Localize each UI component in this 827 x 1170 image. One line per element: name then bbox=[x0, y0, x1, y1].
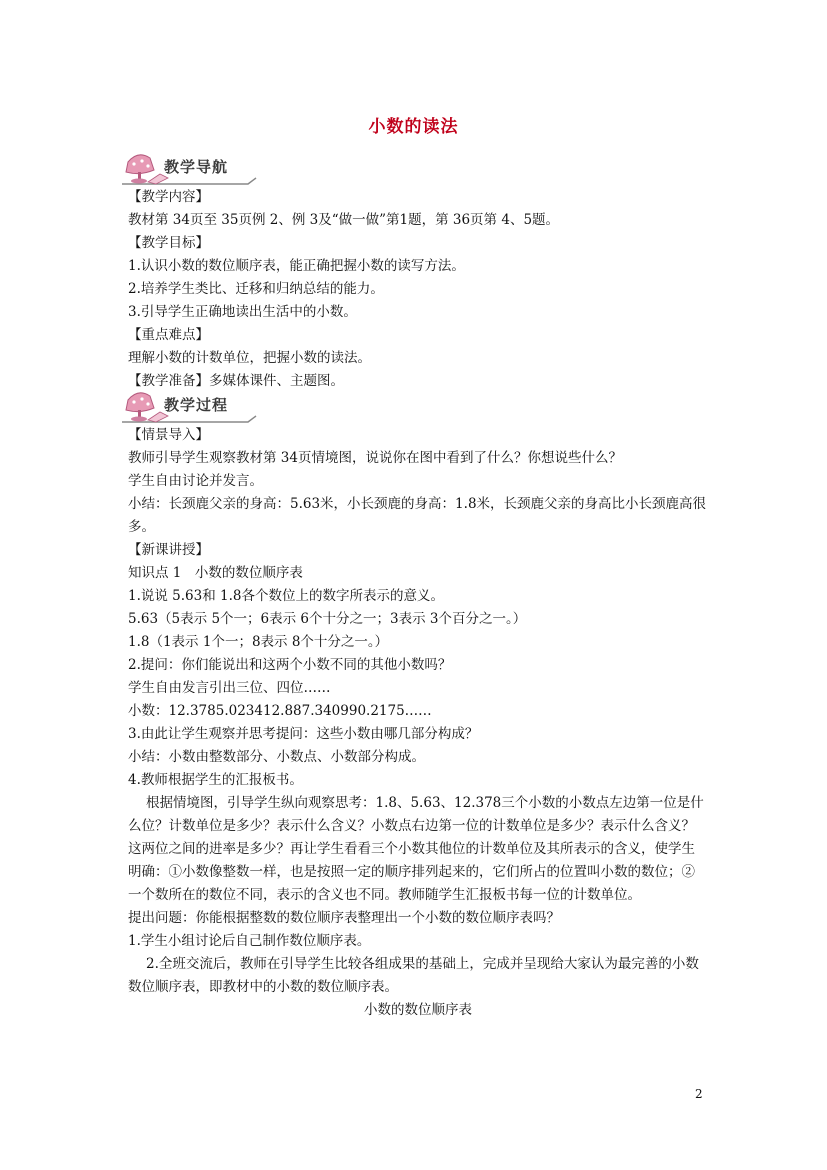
paragraph: 2.全班交流后，教师在引导学生比较各组成果的基础上，完成并呈现给大家认为最完善的小数数位顺序表，即教材中的小数的数位顺序表。 bbox=[128, 956, 699, 995]
paragraph: 学生自由发言引出三位、四位…… bbox=[128, 680, 331, 696]
paragraph: 1.学生小组讨论后自己制作数位顺序表。 bbox=[128, 933, 371, 949]
page-title: 小数的读法 bbox=[368, 117, 459, 137]
paragraph: 教师引导学生观察教材第 34页情境图，说说你在图中看到了什么？你想说些什么？ bbox=[128, 450, 622, 466]
paragraph: 4.教师根据学生的汇报板书。 bbox=[128, 772, 303, 788]
paragraph: 5.63（5表示 5个一；6表示 6个十分之一；3表示 3个百分之一。） bbox=[128, 611, 527, 627]
paragraph: 教材第 34页至 35页例 2、例 3及“做一做”第1题，第 36页第 4、5题。 bbox=[128, 212, 560, 228]
heading-preparation: 【教学准备】多媒体课件、主题图。 bbox=[128, 373, 344, 389]
paragraph: 2.提问：你们能说出和这两个小数不同的其他小数吗？ bbox=[128, 657, 452, 673]
paragraph: 小结：长颈鹿父亲的身高：5.63米，小长颈鹿的身高：1.8米，长颈鹿父亲的身高比小长颈鹿高很多。 bbox=[128, 496, 707, 535]
paragraph: 3.由此让学生观察并思考提问：这些小数由哪几部分构成？ bbox=[128, 726, 479, 742]
paragraph: 1.认识小数的数位顺序表，能正确把握小数的读写方法。 bbox=[128, 258, 465, 274]
teaching-guide-section bbox=[128, 186, 708, 393]
teaching-process-section bbox=[128, 424, 708, 1022]
paragraph: 学生自由讨论并发言。 bbox=[128, 473, 263, 489]
paragraph: 知识点 1 小数的数位顺序表 bbox=[128, 565, 303, 581]
heading-new-lesson: 【新课讲授】 bbox=[128, 542, 209, 558]
paragraph: 根据情境图，引导学生纵向观察思考：1.8、5.63、12.378三个小数的小数点左边第一位是什么位？计数单位是多少？表示什么含义？小数点右边第一位的计数单位是多少？表示什么含义？这两位之间的进率是多少？再让学生看看三个小数其他位的计数单位及其所表示的含义，使学生明确：①小数像整数一样，也是按照一定的顺序排列起来的，它们所占的位置叫小数的数位；②一个数所在的数位不同，表示的含义也不同。教师随学生汇报板书每一位的计数单位。 bbox=[128, 795, 704, 903]
paragraph: 1.说说 5.63和 1.8各个数位上的数字所表示的意义。 bbox=[128, 588, 444, 604]
paragraph: 2.培养学生类比、迁移和归纳总结的能力。 bbox=[128, 281, 384, 297]
paragraph: 小数：12.3785.023412.887.340990.2175…… bbox=[128, 703, 432, 719]
banner-label: 教学导航 bbox=[164, 158, 229, 176]
paragraph: 3.引导学生正确地读出生活中的小数。 bbox=[128, 304, 357, 320]
paragraph: 小结：小数由整数部分、小数点、小数部分构成。 bbox=[128, 749, 425, 765]
heading-key-points: 【重点难点】 bbox=[128, 327, 209, 343]
paragraph: 理解小数的计数单位，把握小数的读法。 bbox=[128, 350, 371, 366]
paragraph: 1.8（1表示 1个一；8表示 8个十分之一。） bbox=[128, 634, 389, 650]
banner-label: 教学过程 bbox=[164, 396, 229, 414]
paragraph: 提出问题：你能根据整数的数位顺序表整理出一个小数的数位顺序表吗？ bbox=[128, 910, 560, 926]
heading-content: 【教学内容】 bbox=[128, 189, 209, 205]
section-banner-teaching-guide bbox=[118, 148, 258, 188]
heading-intro: 【情景导入】 bbox=[128, 427, 209, 443]
table-caption: 小数的数位顺序表 bbox=[364, 1002, 472, 1018]
section-banner-teaching-process bbox=[118, 386, 258, 426]
heading-goals: 【教学目标】 bbox=[128, 235, 209, 251]
page-number: 2 bbox=[695, 1087, 703, 1101]
